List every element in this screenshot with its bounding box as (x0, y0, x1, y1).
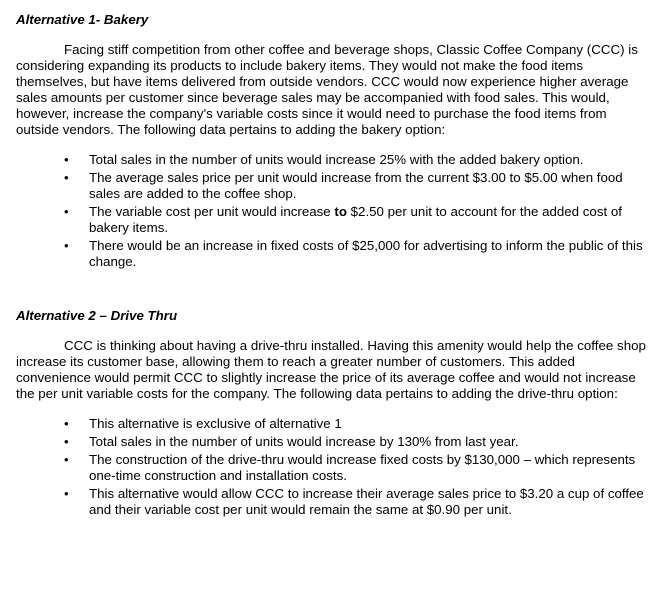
bullet-text-before: The variable cost per unit would increase (89, 204, 335, 219)
list-item (16, 170, 652, 202)
bullet-text: The construction of the drive-thru would increase fixed costs by $130,000 – which represents one-time construction and installation costs. (89, 452, 636, 483)
alternative-2-heading: Alternative 2 – Drive Thru (16, 308, 178, 323)
bullet-text-after: $2.50 per unit to account for the added cost of bakery items. (89, 204, 622, 235)
bullet-icon: • (64, 416, 69, 431)
list-item (16, 486, 652, 518)
alternative-2-bullet-list (16, 416, 652, 518)
bullet-text: There would be an increase in fixed costs of $25,000 for advertising to inform the public of this change. (89, 238, 643, 269)
bullet-text: Total sales in the number of units would increase by 130% from last year. (89, 434, 519, 449)
alternative-1-heading: Alternative 1- Bakery (16, 12, 149, 27)
bullet-text: This alternative would allow CCC to increase their average sales price to $3.20 a cup of coffee and their variable cost per unit would remain the same at $0.90 per unit. (89, 486, 644, 517)
bullet-icon: • (64, 152, 69, 167)
alternative-2-paragraph: CCC is thinking about having a drive-thru installed. Having this amenity would help the coffee shop increase its customer base, allowing them to reach a greater number of customers. This added convenience would permit CCC to slightly increase the price of its average coffee and would not increase the per unit variable costs for the company. The following data pertains to adding the drive-thru option: (16, 338, 646, 401)
alternative-1-section (16, 12, 652, 270)
alternative-1-bullet-list (16, 152, 652, 270)
bullet-icon: • (64, 486, 69, 501)
bullet-text: This alternative is exclusive of alternative 1 (89, 416, 342, 431)
bullet-text (89, 204, 622, 235)
list-item (16, 204, 652, 236)
list-item (16, 152, 652, 168)
list-item (16, 434, 652, 450)
bullet-icon: • (64, 452, 69, 467)
list-item (16, 416, 652, 432)
alternative-2-section (16, 308, 652, 518)
bullet-icon: • (64, 170, 69, 185)
bullet-icon: • (64, 238, 69, 253)
bullet-text: The average sales price per unit would increase from the current $3.00 to $5.00 when food sales are added to the coffee shop. (89, 170, 623, 201)
bullet-text: Total sales in the number of units would increase 25% with the added bakery option. (89, 152, 584, 167)
alternative-1-paragraph: Facing stiff competition from other coffee and beverage shops, Classic Coffee Company (CCC) is considering expanding its products to include bakery items. They would not make the food items themselves, but have items delivered from outside vendors. CCC would now experience higher average sales amounts per customer since beverage sales may be accompanied with food sales. This would, however, increase the company's variable costs since it would need to purchase the food items from outside vendors. The following data pertains to adding the bakery option: (16, 42, 638, 137)
bullet-icon: • (64, 434, 69, 449)
list-item (16, 238, 652, 270)
list-item (16, 452, 652, 484)
document (16, 12, 652, 520)
bullet-text-bold: to (334, 204, 347, 219)
bullet-icon: • (64, 204, 69, 219)
